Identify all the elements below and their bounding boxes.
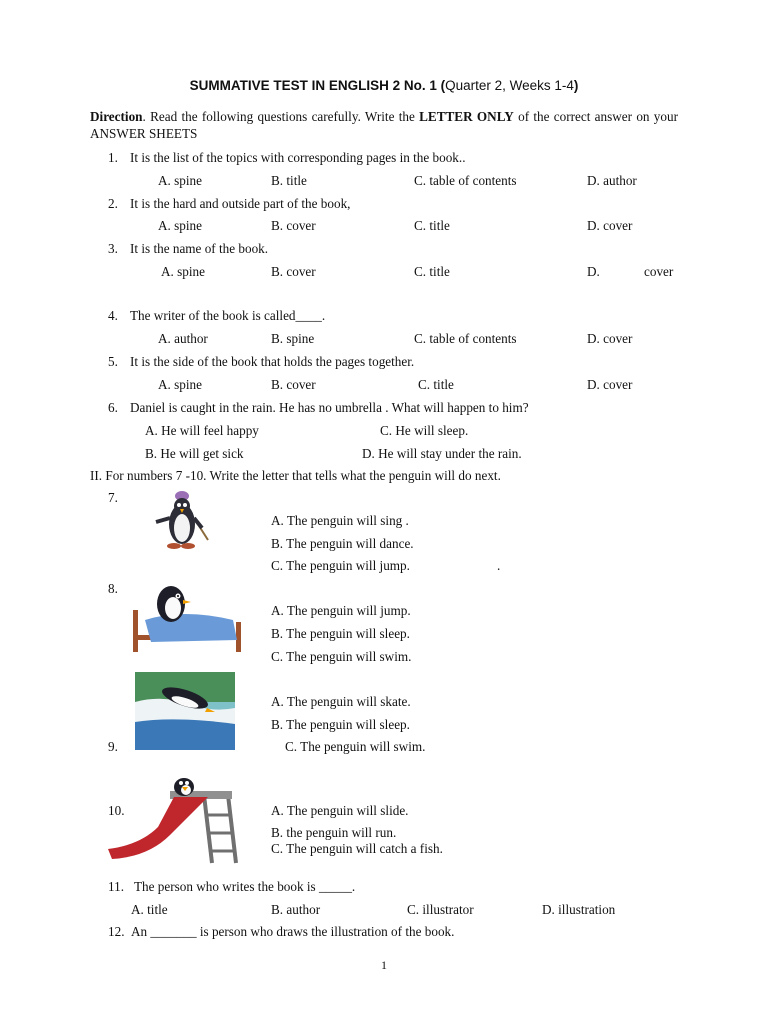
- option: D. author: [587, 173, 637, 188]
- direction-paragraph: [90, 108, 678, 142]
- option: B. cover: [271, 377, 316, 392]
- option: D. cover: [587, 331, 633, 346]
- question-text: The person who writes the book is _____.: [134, 879, 356, 894]
- title-close-paren: ): [573, 78, 579, 93]
- option: cover: [644, 264, 674, 279]
- direction-label: Direction: [90, 109, 143, 124]
- page-number: 1: [381, 958, 387, 972]
- penguin-slide-picture: [108, 775, 240, 867]
- question-text: It is the side of the book that holds the pages together.: [130, 354, 415, 369]
- option: C. The penguin will swim.: [271, 649, 412, 664]
- question-text: It is the list of the topics with corresponding pages in the book..: [130, 150, 466, 165]
- option: .: [497, 558, 501, 573]
- direction-text-1: . Read the following questions carefully. Write the: [142, 109, 420, 124]
- option: D. He will stay under the rain.: [362, 446, 522, 461]
- penguin-in-bed-picture: [133, 580, 241, 654]
- question-text: An _______ is person who draws the illustration of the book.: [131, 924, 455, 939]
- question-number: 11.: [108, 879, 124, 894]
- option: A. spine: [158, 377, 202, 392]
- penguin-diving-picture: [135, 672, 235, 750]
- option: C. table of contents: [414, 173, 517, 188]
- option: B. The penguin will dance.: [271, 536, 414, 551]
- option: A. The penguin will sing .: [271, 513, 409, 528]
- direction-text-2: of the correct answer on your ANSWER SHEETS: [90, 109, 678, 141]
- option: A. title: [131, 902, 168, 917]
- option: B. He will get sick: [145, 446, 244, 461]
- option: C. He will sleep.: [380, 423, 469, 438]
- title-quarter: Quarter 2, Weeks 1-4: [445, 78, 574, 93]
- option: A. The penguin will skate.: [271, 694, 411, 709]
- item-number: 10.: [108, 803, 125, 818]
- penguin-dancing-picture: [150, 488, 214, 554]
- option: A. spine: [158, 173, 202, 188]
- option: A. He will feel happy: [145, 423, 259, 438]
- option: B. title: [271, 173, 307, 188]
- question-text: It is the name of the book.: [130, 241, 269, 256]
- question-text: Daniel is caught in the rain. He has no umbrella . What will happen to him?: [130, 400, 529, 415]
- question-number: 4.: [108, 308, 118, 323]
- option: D.: [587, 264, 600, 279]
- option: B. cover: [271, 264, 316, 279]
- option: D. cover: [587, 218, 633, 233]
- question-number: 1.: [108, 150, 118, 165]
- option: C. title: [414, 264, 450, 279]
- option: D. cover: [587, 377, 633, 392]
- option: C. title: [414, 218, 450, 233]
- option: B. The penguin will sleep.: [271, 717, 410, 732]
- title-bold: SUMMATIVE TEST IN ENGLISH 2 No. 1: [189, 78, 437, 93]
- option: A. author: [158, 331, 208, 346]
- option: B. The penguin will sleep.: [271, 626, 410, 641]
- title-open-paren: (: [436, 78, 446, 93]
- question-number: 5.: [108, 354, 118, 369]
- option: C. title: [418, 377, 454, 392]
- option: D. illustration: [542, 902, 616, 917]
- option: C. The penguin will jump.: [271, 558, 410, 573]
- question-number: 6.: [108, 400, 118, 415]
- question-text: It is the hard and outside part of the book,: [130, 196, 351, 211]
- question-number: 2.: [108, 196, 118, 211]
- item-number: 8.: [108, 581, 118, 596]
- option: B. spine: [271, 331, 315, 346]
- question-text: The writer of the book is called____.: [130, 308, 326, 323]
- option: C. The penguin will catch a fish.: [271, 841, 443, 856]
- item-number: 7.: [108, 490, 118, 505]
- option: A. The penguin will jump.: [271, 603, 411, 618]
- option: C. The penguin will swim.: [285, 739, 426, 754]
- page-title: [0, 78, 768, 93]
- option: A. The penguin will slide.: [271, 803, 409, 818]
- option: A. spine: [158, 218, 202, 233]
- option: B. cover: [271, 218, 316, 233]
- option: C. table of contents: [414, 331, 517, 346]
- question-number: 12.: [108, 924, 125, 939]
- option: C. illustrator: [407, 902, 474, 917]
- question-number: 3.: [108, 241, 118, 256]
- section-heading: II. For numbers 7 -10. Write the letter that tells what the penguin will do next.: [90, 468, 501, 483]
- item-number: 9.: [108, 739, 118, 754]
- option: A. spine: [161, 264, 205, 279]
- option: B. the penguin will run.: [271, 825, 397, 840]
- option: B. author: [271, 902, 321, 917]
- direction-emphasis: LETTER ONLY: [419, 109, 514, 124]
